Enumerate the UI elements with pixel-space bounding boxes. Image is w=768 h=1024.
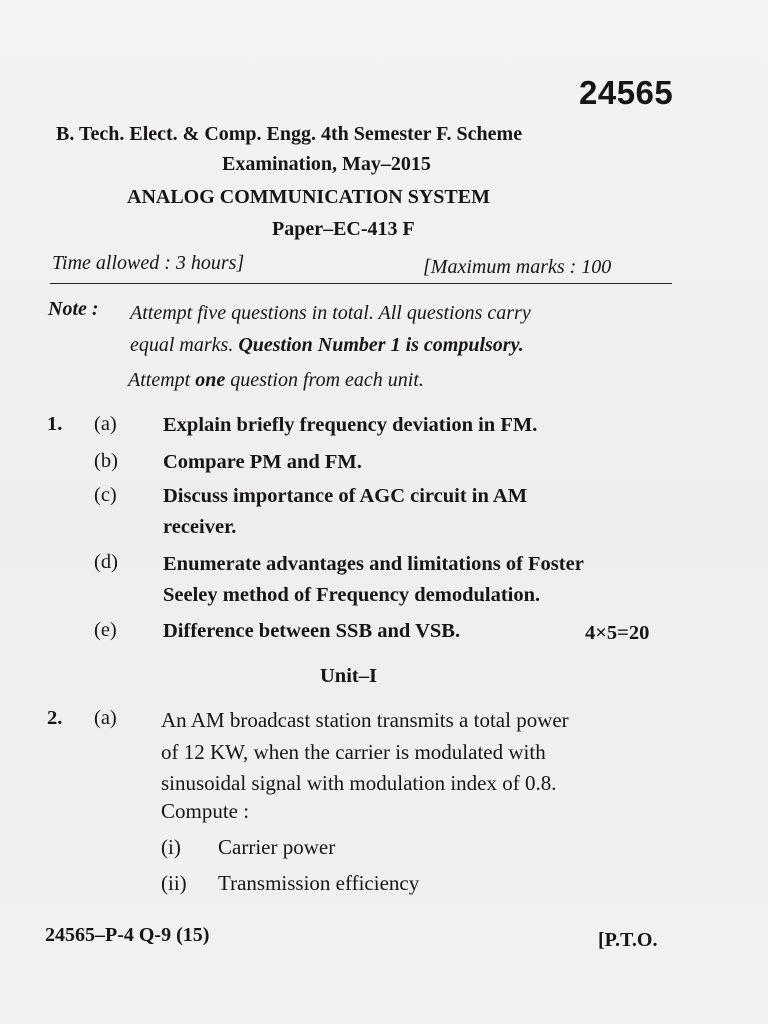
- question-1-number: 1.: [47, 413, 63, 435]
- note-compulsory: Question Number 1 is compulsory.: [238, 334, 524, 356]
- q2-part-a-label: (a): [94, 707, 117, 729]
- unit-title: Unit–I: [320, 665, 377, 687]
- note-line-3-c: question from each unit.: [230, 369, 424, 391]
- q2-line-4: Compute :: [161, 799, 250, 823]
- question-2-number: 2.: [47, 707, 63, 729]
- note-line-2-a: equal marks.: [130, 334, 234, 356]
- time-allowed: Time allowed : 3 hours]: [52, 252, 245, 274]
- q1-part-c-label: (c): [94, 484, 117, 506]
- subject-title: ANALOG COMMUNICATION SYSTEM: [127, 186, 490, 208]
- note-line-3-a: Attempt: [128, 369, 191, 391]
- q2-subpart-i-label: (i): [161, 835, 181, 859]
- q2-subpart-ii-label: (ii): [161, 871, 187, 895]
- note-one: one: [195, 369, 226, 391]
- note-line-2: [130, 334, 524, 357]
- q2-subpart-i-text: Carrier power: [218, 835, 336, 859]
- q1-part-b-label: (b): [94, 450, 118, 472]
- paper-number: Paper–EC-413 F: [272, 218, 415, 240]
- note-line-3: [128, 369, 424, 392]
- q1-part-d-text-2: Seeley method of Frequency demodulation.: [163, 584, 541, 606]
- q2-subpart-ii-text: Transmission efficiency: [218, 871, 420, 895]
- q1-part-c-text: Discuss importance of AGC circuit in AM: [163, 485, 528, 507]
- q1-marks: 4×5=20: [585, 622, 650, 644]
- q2-line-2: of 12 KW, when the carrier is modulated with: [161, 740, 546, 764]
- header-line-2: Examination, May–2015: [222, 153, 431, 175]
- q2-line-1: An AM broadcast station transmits a total power: [161, 708, 569, 732]
- q1-part-a-text: Explain briefly frequency deviation in FM.: [163, 414, 538, 436]
- q1-part-c-text-2: receiver.: [163, 516, 237, 538]
- footer-pto: [P.T.O.: [598, 929, 658, 951]
- note-label: Note :: [48, 298, 99, 320]
- header-divider: [50, 283, 672, 284]
- note-line-1: Attempt five questions in total. All questions carry: [130, 302, 531, 324]
- q1-part-e-text: Difference between SSB and VSB.: [163, 620, 461, 642]
- maximum-marks: [Maximum marks : 100: [423, 256, 612, 278]
- paper-code: 24565: [579, 74, 674, 111]
- q2-line-3: sinusoidal signal with modulation index of 0.8.: [161, 771, 557, 795]
- q1-part-e-label: (e): [94, 619, 117, 641]
- q1-part-b-text: Compare PM and FM.: [163, 451, 362, 473]
- footer-code: 24565–P-4 Q-9 (15): [45, 924, 210, 946]
- q1-part-d-label: (d): [94, 551, 118, 573]
- q1-part-d-text: Enumerate advantages and limitations of Foster: [163, 553, 584, 575]
- q1-part-a-label: (a): [94, 413, 117, 435]
- header-line-1: B. Tech. Elect. & Comp. Engg. 4th Semester F. Scheme: [56, 123, 523, 145]
